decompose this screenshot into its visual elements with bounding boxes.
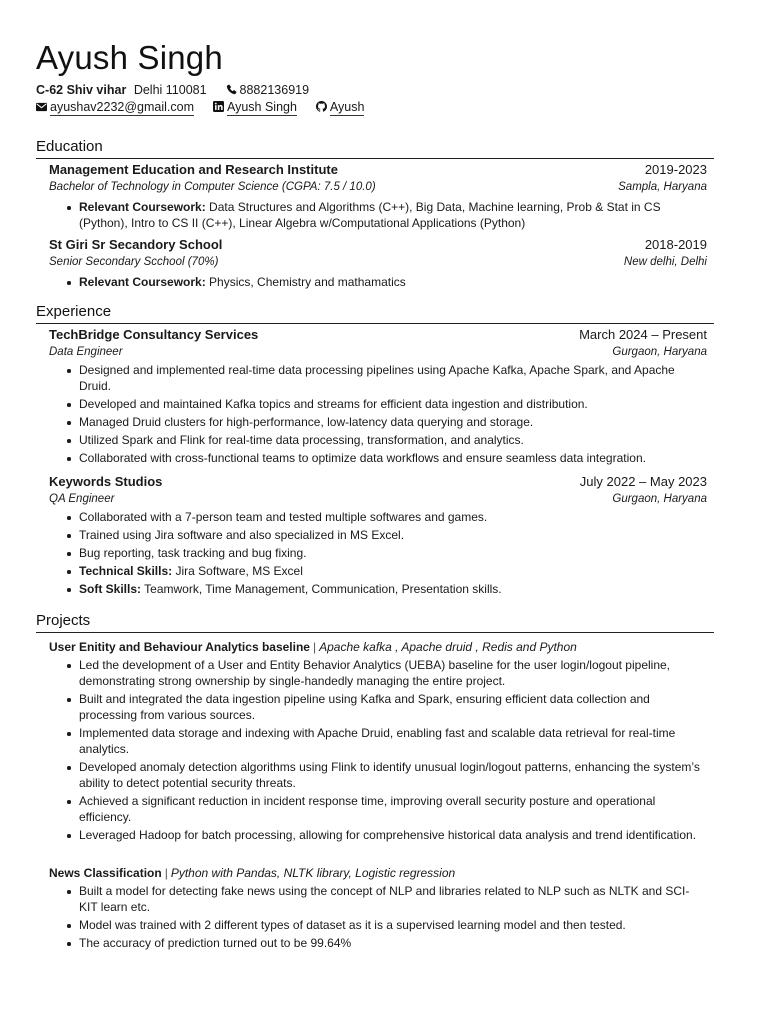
phone-icon [226, 84, 237, 95]
degree: Bachelor of Technology in Computer Science (CGPA: 7.5 / 10.0) [49, 181, 376, 193]
job-role: Data Engineer [49, 346, 123, 358]
list-item: Relevant Coursework: Data Structures and Algorithms (C++), Big Data, Machine learning, Prob & Stat in CS (Python), Intro to CS II (C++), Linear Algebra w/Computational Applications (Python) [79, 199, 707, 231]
list-item: Model was trained with 2 different types of dataset as it is a supervised learning model and then tested. [79, 917, 707, 933]
list-item: Built a model for detecting fake news using the concept of NLP and libraries related to NLP such as NLTK and SCI-KIT learn etc. [79, 883, 707, 915]
list-item: Relevant Coursework: Physics, Chemistry and mathamatics [79, 274, 707, 290]
email-link[interactable]: ayushav2232@gmail.com [50, 100, 195, 114]
experience-entry-2 [49, 473, 707, 599]
project-heading: News Classification | Python with Pandas, NLTK library, Logistic regression [49, 866, 456, 880]
education-entry-2 [49, 236, 707, 292]
project-stack: Python with Pandas, NLTK library, Logistic regression [170, 866, 456, 880]
education-dates: 2019-2023 [644, 162, 707, 177]
experience-location: Gurgaon, Haryana [612, 346, 707, 358]
github-icon [316, 101, 327, 112]
project-heading: User Enitity and Behaviour Analytics baseline | Apache kafka , Apache druid , Redis and Python [49, 640, 577, 654]
address-city: Delhi 110081 [133, 83, 207, 97]
list-item: Built and integrated the data ingestion pipeline using Kafka and Spark, ensuring efficient data collection and processing from various sources. [79, 691, 707, 723]
section-education-title: Education [36, 137, 714, 159]
phone-number[interactable]: 8882136919 [239, 83, 310, 97]
company-name: TechBridge Consultancy Services [49, 327, 259, 342]
list-item: Collaborated with cross-functional teams to optimize data workflows and ensure seamless data integration. [79, 450, 707, 466]
education-entry-1 [49, 161, 707, 233]
education-location: Sampla, Haryana [618, 181, 707, 193]
school-name: St Giri Sr Secandory School [49, 237, 223, 252]
github-link[interactable]: Ayush [329, 100, 365, 114]
list-item: Leveraged Hadoop for batch processing, allowing for comprehensive historical data analysis and trend identification. [79, 827, 707, 843]
experience-entry-1 [49, 326, 707, 468]
experience-dates: March 2024 – Present [579, 327, 707, 342]
project-entry-1 [49, 639, 707, 845]
degree: Senior Secondary Scchool (70%) [49, 256, 219, 268]
list-item: Utilized Spark and Flink for real-time data processing, transformation, and analytics. [79, 432, 707, 448]
list-item: Developed anomaly detection algorithms using Flink to identify unusual login/logout patterns, enhancing the system’s ability to detect potential security threats. [79, 759, 707, 791]
school-name: Management Education and Research Institute [49, 162, 338, 177]
section-experience-title: Experience [36, 302, 714, 324]
education-location: New delhi, Delhi [623, 256, 707, 268]
envelope-icon [36, 102, 47, 112]
address-street: C-62 Shiv vihar [36, 83, 127, 97]
list-item: Collaborated with a 7-person team and tested multiple softwares and games. [79, 509, 707, 525]
experience-dates: July 2022 – May 2023 [579, 474, 707, 489]
list-item: Technical Skills: Jira Software, MS Excel [79, 563, 707, 579]
list-item: Achieved a significant reduction in incident response time, improving overall security posture and operational efficiency. [79, 793, 707, 825]
project-title: User Enitity and Behaviour Analytics baseline [49, 640, 310, 654]
section-projects-title: Projects [36, 611, 714, 633]
list-item: Developed and maintained Kafka topics and streams for efficient data ingestion and distribution. [79, 396, 707, 412]
list-item: Led the development of a User and Entity Behavior Analytics (UEBA) baseline for the user login/logout pipeline, demonstrating strong ownership by single-handedly managing the entire project. [79, 657, 707, 689]
linkedin-link[interactable]: Ayush Singh [226, 100, 297, 114]
education-dates: 2018-2019 [644, 237, 707, 252]
list-item: Designed and implemented real-time data processing pipelines using Apache Kafka, Apache Spark, and Apache Druid. [79, 362, 707, 394]
linkedin-icon [213, 101, 224, 112]
list-item: Implemented data storage and indexing with Apache Druid, enabling fast and scalable data retrieval for real-time analytics. [79, 725, 707, 757]
project-title: News Classification [49, 866, 162, 880]
list-item: Bug reporting, task tracking and bug fixing. [79, 545, 707, 561]
contact-line-2 [36, 99, 364, 115]
experience-location: Gurgaon, Haryana [612, 493, 707, 505]
candidate-name: Ayush Singh [36, 39, 223, 76]
list-item: Soft Skills: Teamwork, Time Management, Communication, Presentation skills. [79, 581, 707, 597]
company-name: Keywords Studios [49, 474, 163, 489]
contact-line-1 [36, 82, 309, 98]
list-item: Trained using Jira software and also specialized in MS Excel. [79, 527, 707, 543]
project-stack: Apache kafka , Apache druid , Redis and Python [319, 640, 577, 654]
job-role: QA Engineer [49, 493, 115, 505]
list-item: Managed Druid clusters for high-performance, low-latency data querying and storage. [79, 414, 707, 430]
list-item: The accuracy of prediction turned out to be 99.64% [79, 935, 707, 951]
project-entry-2 [49, 865, 707, 953]
